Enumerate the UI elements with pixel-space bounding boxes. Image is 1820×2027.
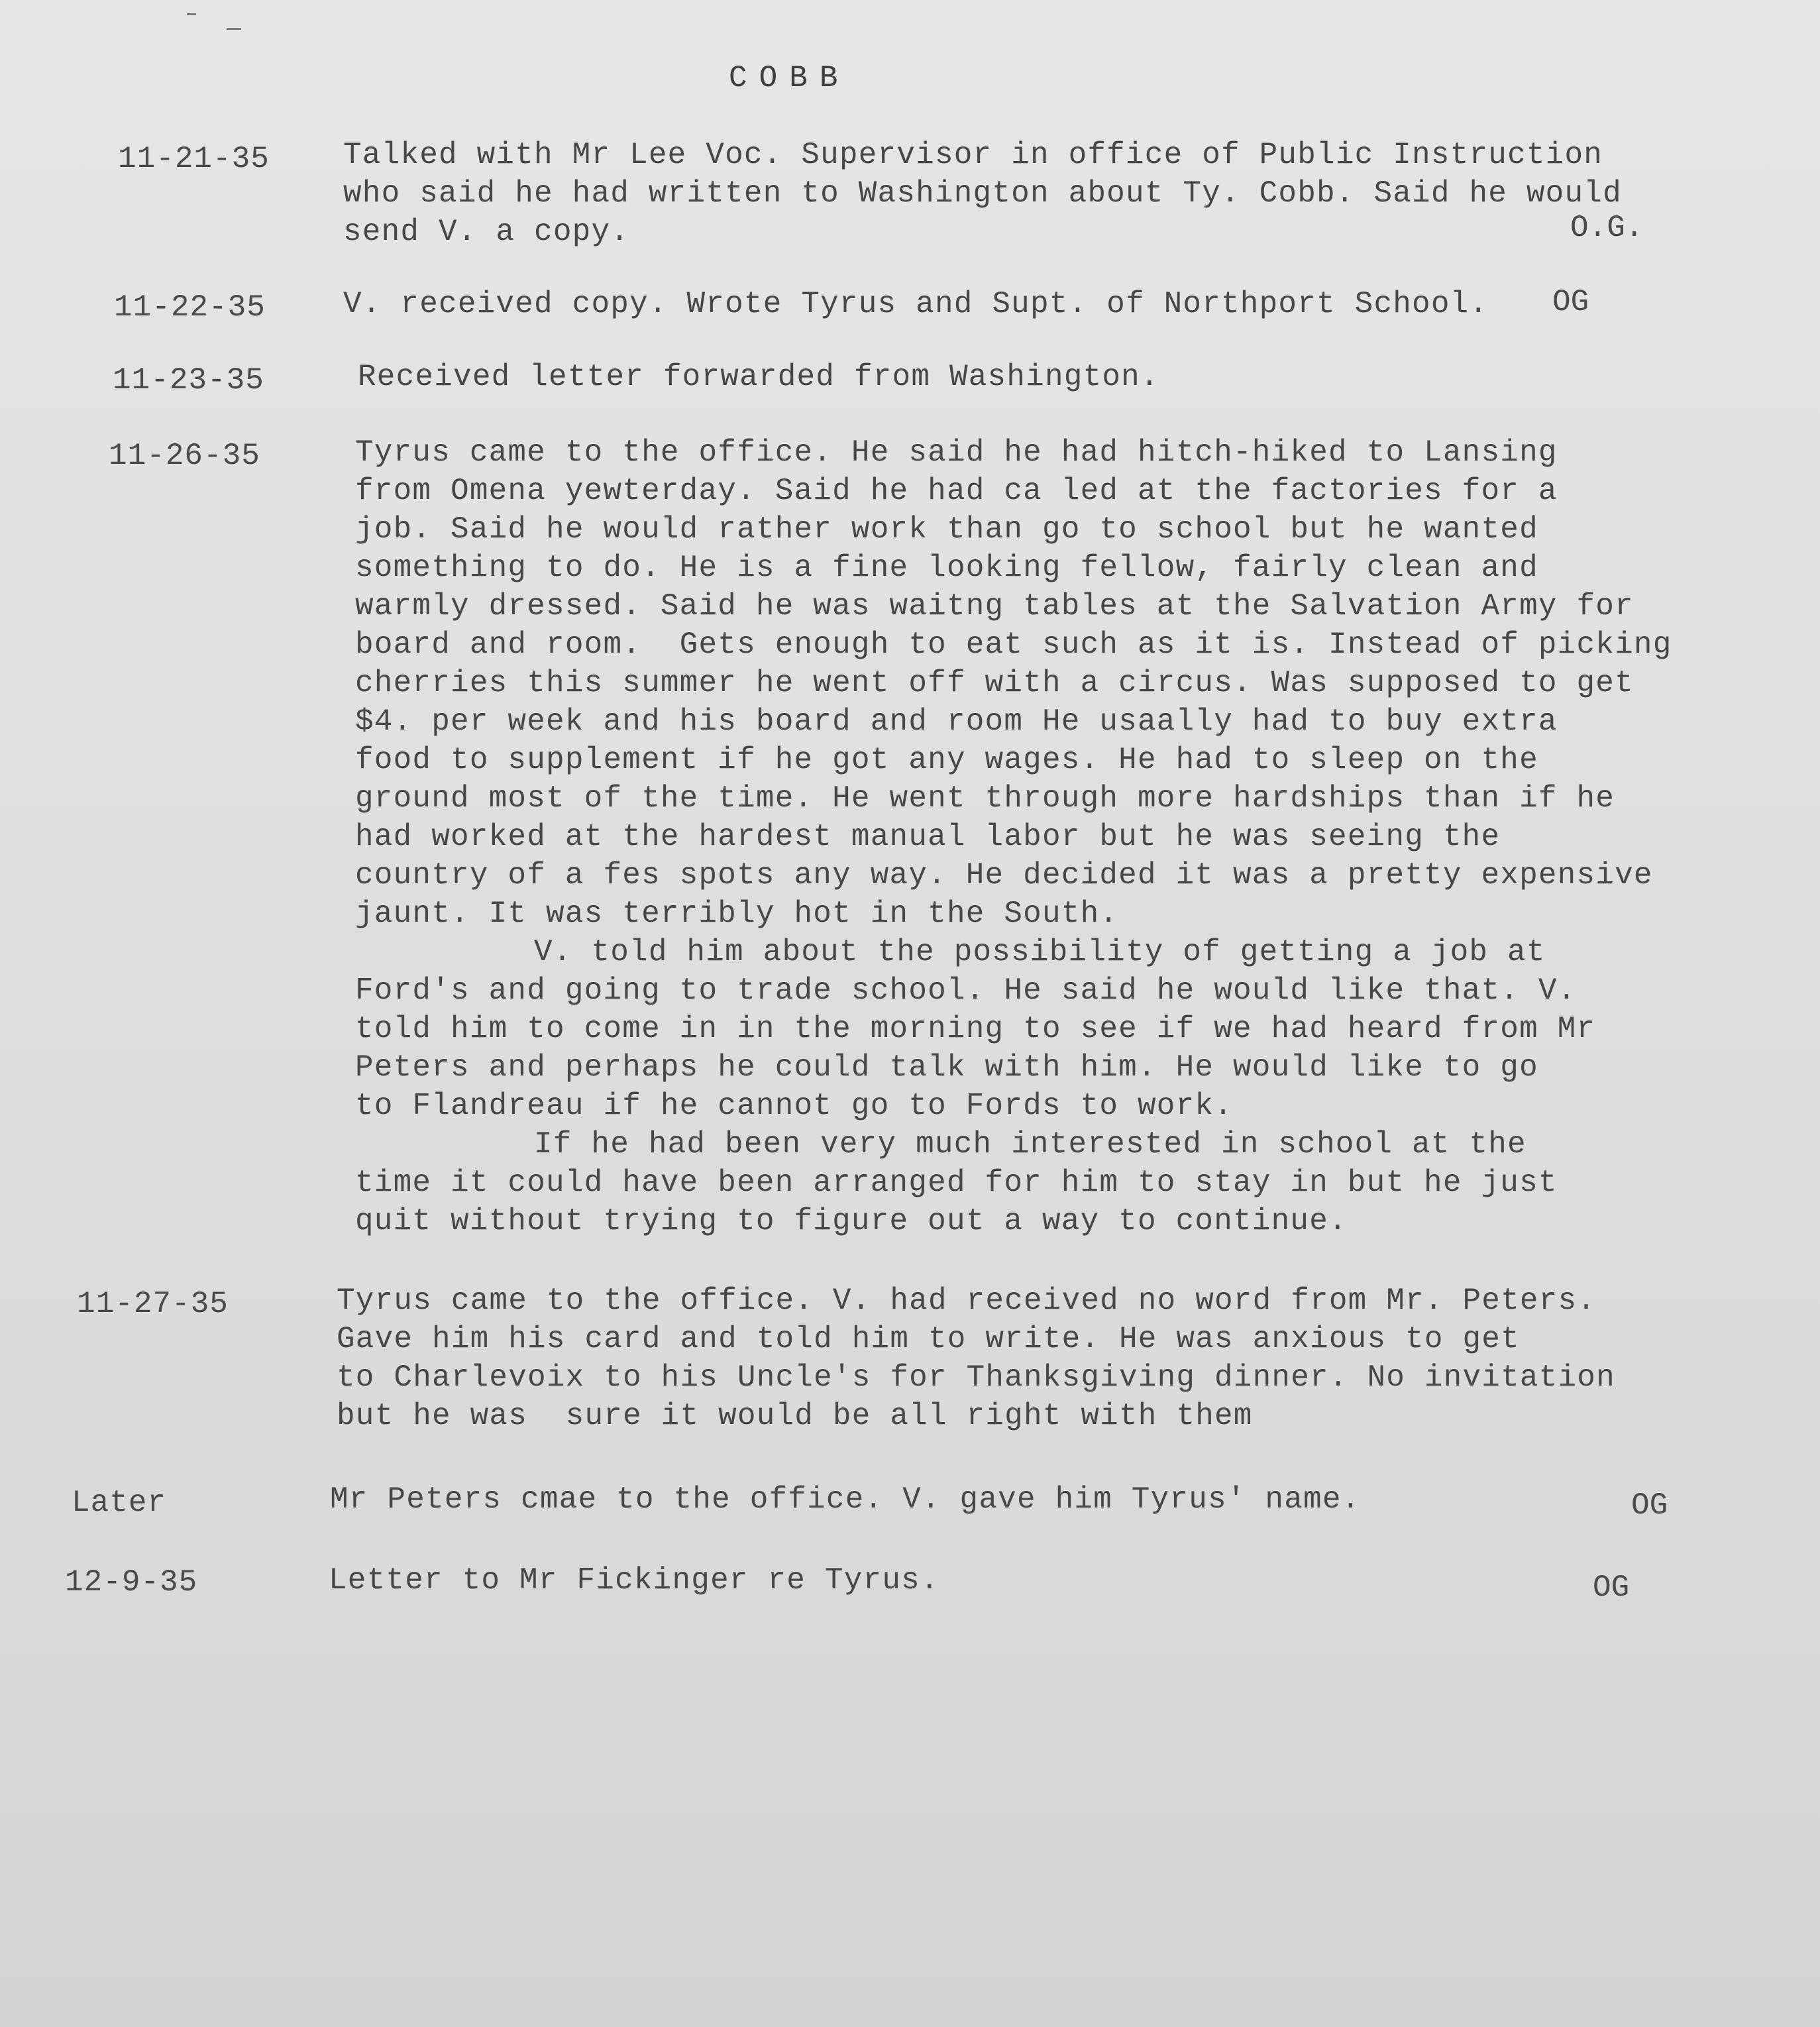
text-line: quit without trying to figure out a way to continue. [355,1204,1348,1238]
text-line: something to do. He is a fine looking fellow, fairly clean and [355,551,1538,585]
entry-date: 11-27-35 [77,1287,229,1321]
entry-date: Later [72,1486,167,1520]
text-line: jaunt. It was terribly hot in the South. [355,897,1119,931]
corner-mark [227,28,241,30]
entry-text [330,1480,1360,1519]
text-line: from Omena yewterday. Said he had ca led at the factories for a [355,474,1558,508]
text-line: board and room. Gets enough to eat such as it is. Instead of picking [355,628,1672,662]
entry-text [329,1561,939,1600]
entry-text [355,433,1672,1240]
text-line: Tyrus came to the office. V. had received no word from Mr. Peters. [337,1284,1597,1318]
text-line: V. told him about the possibility of getting a job at [534,935,1546,969]
entry-text [343,136,1622,251]
text-line: who said he had written to Washington about Ty. Cobb. Said he would [343,176,1622,211]
text-line: cherries this summer he went off with a circus. Was supposed to get [355,666,1634,700]
entry-date: 11-21-35 [118,142,270,176]
text-line: ground most of the time. He went through more hardships than if he [355,781,1615,816]
text-line: had worked at the hardest manual labor but he was seeing the [355,820,1501,854]
page-title: COBB [729,61,850,95]
entry-text [343,285,1488,323]
text-line: Peters and perhaps he could talk with him. He would like to go [355,1050,1538,1085]
text-line: country of a fes spots any way. He decided it was a pretty expensive [355,858,1653,893]
entry-initials: OG [1593,1570,1630,1605]
text-line: Gave him his card and told him to write. He was anxious to get [337,1322,1520,1356]
text-line: Letter to Mr Fickinger re Tyrus. [329,1563,939,1598]
text-line: told him to come in in the morning to see if we had heard from Mr [355,1012,1596,1046]
entry-initials: O.G. [1570,211,1644,245]
entry-text [337,1282,1615,1435]
text-line: Talked with Mr Lee Voc. Supervisor in office of Public Instruction [343,138,1603,172]
entry-initials: OG [1552,285,1589,319]
entry-date: 11-26-35 [109,439,260,473]
entry-date: 12-9-35 [65,1565,198,1600]
entry-date: 11-22-35 [114,290,266,325]
corner-mark [187,13,196,15]
entry-date: 11-23-35 [113,363,264,398]
text-line: to Charlevoix to his Uncle's for Thanksgiving dinner. No invitation [337,1360,1615,1395]
text-line: job. Said he would rather work than go to school but he wanted [355,512,1538,547]
text-line: Received letter forwarded from Washington. [358,360,1159,394]
text-line: If he had been very much interested in school at the [534,1127,1526,1162]
text-line: Mr Peters cmae to the office. V. gave him Tyrus' name. [330,1482,1361,1517]
text-line: V. received copy. Wrote Tyrus and Supt. of Northport School. [343,287,1489,321]
text-line: warmly dressed. Said he was waitng tables at the Salvation Army for [355,589,1634,624]
text-line: but he was sure it would be all right with them [337,1399,1253,1433]
text-line: to Flandreau if he cannot go to Fords to work. [355,1089,1234,1123]
text-line: Tyrus came to the office. He said he had hitch-hiked to Lansing [355,435,1558,470]
text-line: $4. per week and his board and room He usaally had to buy extra [355,704,1558,739]
entry-initials: OG [1631,1488,1668,1523]
entry-text [358,358,1159,396]
text-line: send V. a copy. [343,215,630,249]
text-line: Ford's and going to trade school. He said he would like that. V. [355,973,1577,1008]
text-line: food to supplement if he got any wages. He had to sleep on the [355,743,1538,777]
text-line: time it could have been arranged for him to stay in but he just [355,1166,1558,1200]
